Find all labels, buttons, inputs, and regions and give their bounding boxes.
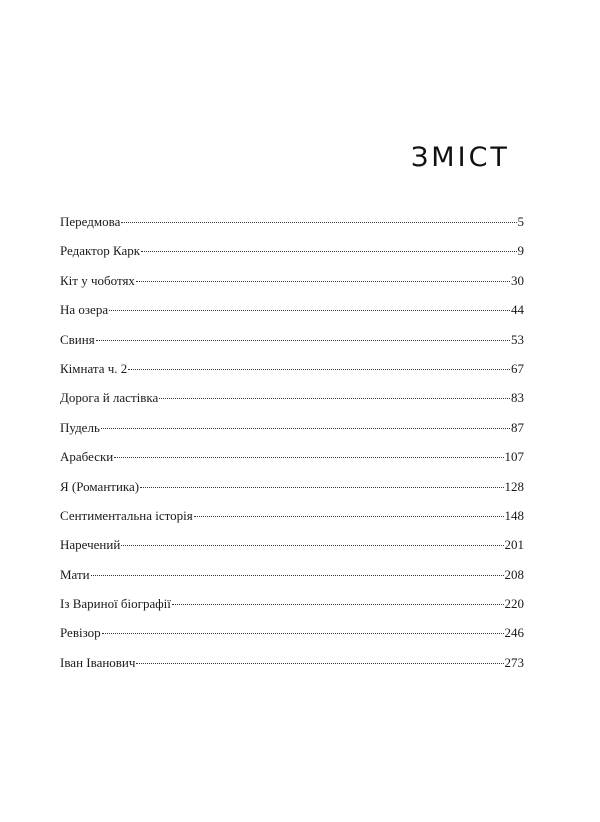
toc-entry-page-number: 9: [517, 243, 524, 259]
dot-leader: [159, 398, 510, 399]
toc-entry-page-number: 220: [504, 596, 524, 612]
toc-entry: [60, 654, 524, 683]
toc-entry-page-number: 107: [504, 449, 524, 465]
toc-entry-title: Мати: [60, 566, 90, 582]
dot-leader: [172, 604, 504, 605]
toc-entry: [60, 419, 524, 448]
toc-entry-title: Іван Іванович: [60, 654, 136, 670]
table-of-contents: [60, 213, 524, 683]
toc-entry-page-number: 44: [511, 302, 524, 318]
dot-leader: [101, 428, 510, 429]
toc-entry: [60, 272, 524, 301]
toc-entry-page-number: 128: [504, 478, 524, 494]
toc-entry: [60, 448, 524, 477]
dot-leader: [141, 251, 516, 252]
dot-leader: [136, 281, 510, 282]
dot-leader: [194, 516, 504, 517]
dot-leader: [102, 633, 504, 634]
toc-entry: [60, 213, 524, 242]
toc-entry-title: Дорога й ластівка: [60, 390, 159, 406]
page-title: ЗМІСТ: [411, 142, 510, 173]
toc-entry-page-number: 53: [511, 331, 524, 347]
dot-leader: [140, 487, 503, 488]
toc-entry: [60, 301, 524, 330]
toc-entry-page-number: 148: [504, 507, 524, 523]
dot-leader: [96, 340, 510, 341]
toc-entry: [60, 360, 524, 389]
toc-entry: [60, 242, 524, 271]
toc-entry-page-number: 67: [511, 360, 524, 376]
toc-entry-title: Ревізор: [60, 625, 101, 641]
toc-entry: [60, 595, 524, 624]
toc-entry-title: Сентиментальна історія: [60, 507, 193, 523]
toc-entry-page-number: 5: [517, 214, 524, 229]
toc-entry-page-number: 246: [504, 625, 524, 641]
toc-entry-page-number: 87: [511, 419, 524, 435]
toc-entry-title: Із Вариної біографії: [60, 596, 171, 612]
toc-entry-title: Передмова: [60, 214, 121, 229]
toc-entry-page-number: 83: [511, 390, 524, 406]
toc-entry-title: Я (Романтика): [60, 478, 140, 494]
toc-entry: [60, 624, 524, 653]
dot-leader: [128, 369, 510, 370]
toc-entry: [60, 389, 524, 418]
dot-leader: [121, 222, 516, 223]
toc-entry-title: Редактор Карк: [60, 243, 141, 259]
toc-entry-title: На озера: [60, 302, 109, 318]
toc-entry-page-number: 273: [504, 654, 524, 670]
toc-entry-page-number: 30: [511, 272, 524, 288]
dot-leader: [136, 663, 503, 664]
toc-entry: [60, 331, 524, 360]
toc-entry: [60, 478, 524, 507]
dot-leader: [114, 457, 503, 458]
toc-entry-title: Кіт у чоботях: [60, 272, 135, 288]
toc-entry: [60, 566, 524, 595]
toc-entry-page-number: 201: [504, 537, 524, 553]
toc-entry-title: Наречений: [60, 537, 121, 553]
dot-leader: [91, 575, 504, 576]
toc-entry: [60, 536, 524, 565]
toc-entry-page-number: 208: [504, 566, 524, 582]
toc-entry-title: Арабески: [60, 449, 114, 465]
dot-leader: [121, 545, 503, 546]
toc-entry-title: Свиня: [60, 331, 95, 347]
toc-entry-title: Кімната ч. 2: [60, 360, 128, 376]
toc-entry-title: Пудель: [60, 419, 100, 435]
dot-leader: [109, 310, 510, 311]
toc-entry: [60, 507, 524, 536]
